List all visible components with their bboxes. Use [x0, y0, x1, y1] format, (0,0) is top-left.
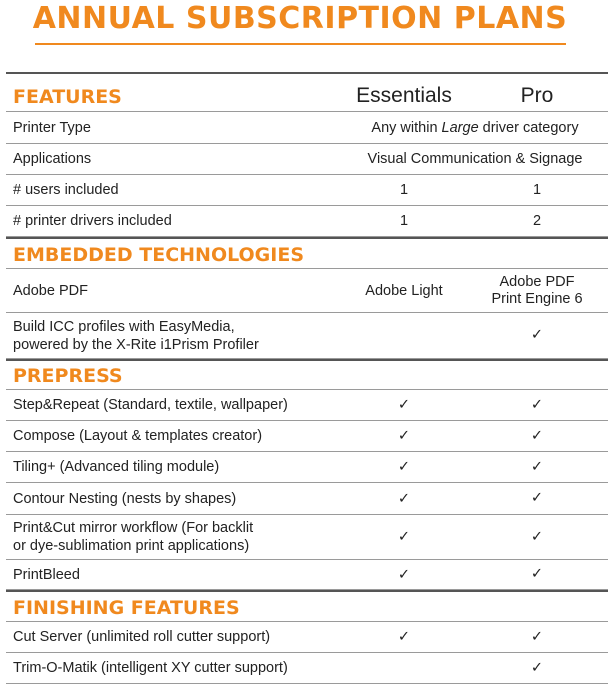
table-row: [6, 269, 608, 313]
row-label: # printer drivers included: [13, 213, 172, 229]
applications-value: Visual Communication & Signage: [367, 151, 583, 167]
section-header-finishing: [6, 590, 608, 622]
row-label: Tiling+ (Advanced tiling module): [13, 459, 220, 475]
row-label: Trim-O-Matik (intelligent XY cutter support): [13, 660, 288, 676]
features-heading: FEATURES: [13, 86, 122, 108]
table-header: [6, 72, 608, 112]
essentials-value: 1: [399, 182, 409, 198]
table-row: [6, 313, 608, 359]
pro-value-line2: Print Engine 6: [491, 290, 583, 307]
row-label: Applications: [13, 151, 92, 167]
check-icon: ✓: [397, 529, 411, 545]
check-icon: ✓: [397, 459, 411, 475]
row-label: # users included: [13, 182, 119, 198]
table-row: [6, 515, 608, 560]
table-row: [6, 452, 608, 483]
title-underline: [35, 43, 566, 45]
check-icon: ✓: [530, 396, 544, 413]
row-label: Compose (Layout & templates creator): [13, 428, 263, 444]
pro-value: 2: [532, 212, 542, 229]
printer-type-text: Any within: [371, 119, 442, 136]
essentials-value: Adobe Light: [365, 282, 443, 299]
check-icon: ✓: [530, 490, 544, 506]
section-header-embedded: [6, 237, 608, 269]
table-row: [6, 144, 608, 175]
check-icon: ✓: [397, 490, 411, 507]
printer-type-value: [342, 120, 608, 136]
check-icon: ✓: [397, 566, 411, 583]
row-label: PrintBleed: [13, 566, 80, 583]
essentials-value: 1: [399, 213, 409, 229]
row-label: Contour Nesting (nests by shapes): [13, 490, 237, 507]
table-row: [6, 622, 608, 653]
row-label: [6, 519, 342, 555]
section-title: EMBEDDED TECHNOLOGIES: [13, 244, 305, 266]
check-icon: ✓: [530, 659, 544, 676]
printer-type-text-end: driver category: [478, 119, 579, 136]
printer-type-emphasis: Large: [441, 119, 479, 136]
pro-value: [466, 274, 608, 308]
page-title: ANNUAL SUBSCRIPTION PLANS: [32, 1, 568, 36]
row-label: Printer Type: [13, 119, 91, 136]
check-icon: ✓: [530, 458, 544, 475]
row-label-line1: Build ICC profiles with EasyMedia,: [13, 318, 235, 335]
row-label: Adobe PDF: [13, 282, 88, 299]
row-label: Cut Server (unlimited roll cutter support): [13, 629, 271, 645]
plans-table: [6, 72, 608, 684]
check-icon: ✓: [397, 397, 411, 413]
table-row: [6, 421, 608, 452]
check-icon: ✓: [397, 428, 411, 444]
section-title: PREPRESS: [13, 365, 123, 387]
check-icon: ✓: [530, 566, 544, 582]
pro-value-line1: Adobe PDF: [499, 273, 575, 290]
section-header-prepress: [6, 359, 608, 390]
check-icon: ✓: [397, 629, 411, 645]
table-row: [6, 206, 608, 237]
table-row: [6, 653, 608, 684]
pro-column-heading: Pro: [520, 84, 554, 107]
table-row: [6, 560, 608, 590]
section-title: FINISHING FEATURES: [13, 597, 240, 619]
check-icon: ✓: [530, 327, 544, 343]
check-icon: ✓: [530, 427, 544, 444]
row-label: Step&Repeat (Standard, textile, wallpaper): [13, 397, 288, 413]
table-row: [6, 112, 608, 144]
row-label-line2: powered by the X-Rite i1Prism Profiler: [13, 336, 259, 353]
row-label: [6, 318, 342, 354]
table-row: [6, 175, 608, 206]
pro-value: 1: [532, 181, 542, 198]
table-row: [6, 483, 608, 515]
check-icon: ✓: [530, 528, 544, 545]
row-label-line2: or dye-sublimation print applications): [13, 538, 250, 554]
essentials-column-heading: Essentials: [356, 84, 452, 107]
table-row: [6, 390, 608, 421]
check-icon: ✓: [530, 628, 544, 645]
row-label-line1: Print&Cut mirror workflow (For backlit: [13, 520, 254, 536]
